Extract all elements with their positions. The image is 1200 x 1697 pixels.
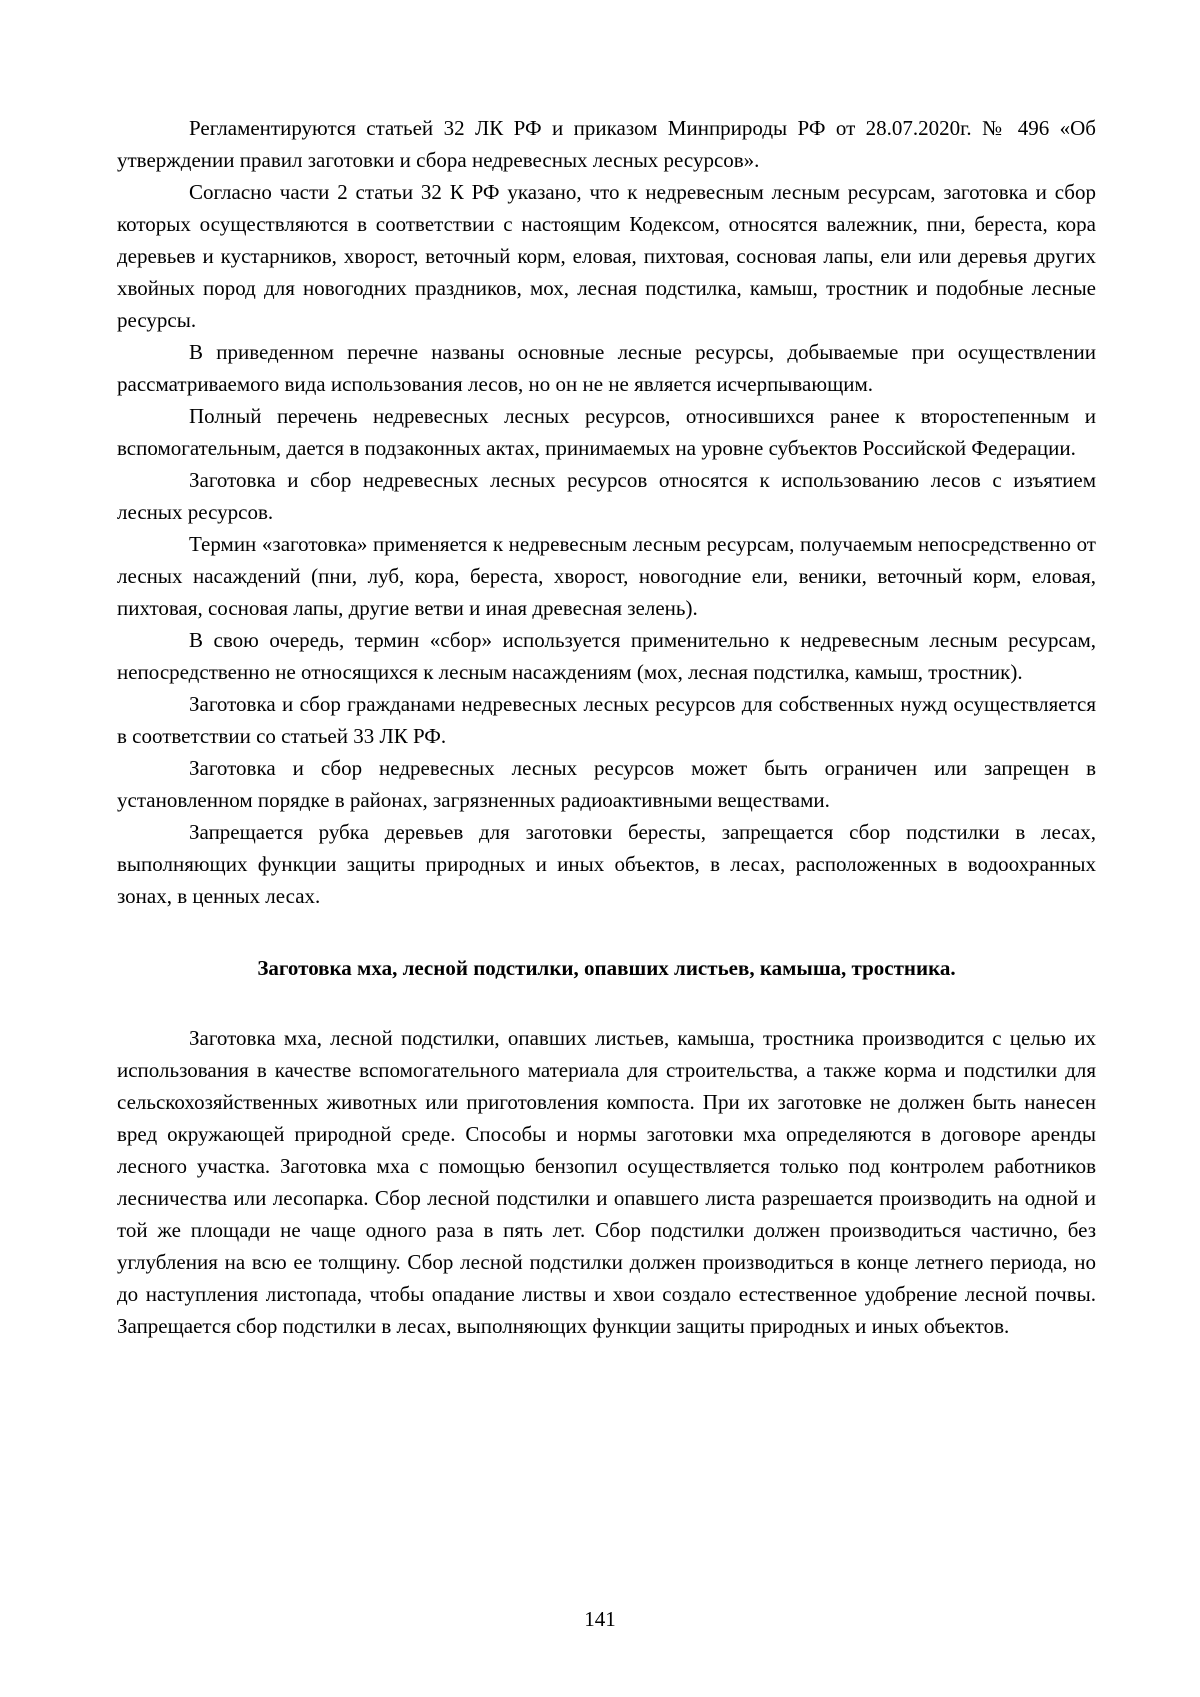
- paragraph: Заготовка мха, лесной подстилки, опавших листьев, камыша, тростника производится с целью их использования в качестве вспомогательного материала для строительства, а также корма и подстилки для сельскохозяйственных животных или приготовления компоста. При их заготовке не должен быть нанесен вред окружающей природной среде. Способы и нормы заготовки мха определяются в договоре аренды лесного участка. Заготовка мха с помощью бензопил осуществляется только под контролем работников лесничества или лесопарка. Сбор лесной подстилки и опавшего листа разрешается производить на одной и той же площади не чаще одного раза в пять лет. Сбор подстилки должен производиться частично, без углубления на всю ее толщину. Сбор лесной подстилки должен производиться в конце летнего периода, но до наступления листопада, чтобы опадание листвы и хвои создало естественное удобрение лесной почвы. Запрещается сбор подстилки в лесах, выполняющих функции защиты природных и иных объектов.: [117, 1026, 1096, 1338]
- paragraph: Регламентируются статьей 32 ЛК РФ и приказом Минприроды РФ от 28.07.2020г. № 496 «Об утверждении правил заготовки и сбора недревесных лесных ресурсов».: [117, 116, 1096, 172]
- paragraph: В приведенном перечне названы основные лесные ресурсы, добываемые при осуществлении рассматриваемого вида использования лесов, но он не не является исчерпывающим.: [117, 340, 1096, 396]
- paragraph: Заготовка и сбор гражданами недревесных лесных ресурсов для собственных нужд осуществляется в соответствии со статьей 33 ЛК РФ.: [117, 692, 1096, 748]
- paragraph: Заготовка и сбор недревесных лесных ресурсов относятся к использованию лесов с изъятием лесных ресурсов.: [117, 468, 1096, 524]
- section-heading: Заготовка мха, лесной подстилки, опавших листьев, камыша, тростника.: [257, 956, 956, 980]
- paragraph: Термин «заготовка» применяется к недревесным лесным ресурсам, получаемым непосредственно от лесных насаждений (пни, луб, кора, береста, хворост, новогодние ели, веники, веточный корм, еловая, пихтовая, сосновая лапы, другие ветви и иная древесная зелень).: [117, 532, 1096, 620]
- paragraph: Запрещается рубка деревьев для заготовки бересты, запрещается сбор подстилки в лесах, выполняющих функции защиты природных и иных объектов, в лесах, расположенных в водоохранных зонах, в ценных лесах.: [117, 820, 1096, 908]
- page-number: 141: [584, 1607, 616, 1631]
- paragraph: Полный перечень недревесных лесных ресурсов, относившихся ранее к второстепенным и вспомогательным, дается в подзаконных актах, принимаемых на уровне субъектов Российской Федерации.: [117, 404, 1096, 460]
- paragraph: Согласно части 2 статьи 32 К РФ указано, что к недревесным лесным ресурсам, заготовка и сбор которых осуществляются в соответствии с настоящим Кодексом, относятся валежник, пни, береста, кора деревьев и кустарников, хворост, веточный корм, еловая, пихтовая, сосновая лапы, ели или деревья других хвойных пород для новогодних праздников, мох, лесная подстилка, камыш, тростник и подобные лесные ресурсы.: [117, 180, 1096, 332]
- paragraph: Заготовка и сбор недревесных лесных ресурсов может быть ограничен или запрещен в установленном порядке в районах, загрязненных радиоактивными веществами.: [117, 756, 1096, 812]
- document-page: [117, 112, 1096, 1342]
- paragraph: В свою очередь, термин «сбор» используется применительно к недревесным лесным ресурсам, непосредственно не относящихся к лесным насаждениям (мох, лесная подстилка, камыш, тростник).: [117, 628, 1096, 684]
